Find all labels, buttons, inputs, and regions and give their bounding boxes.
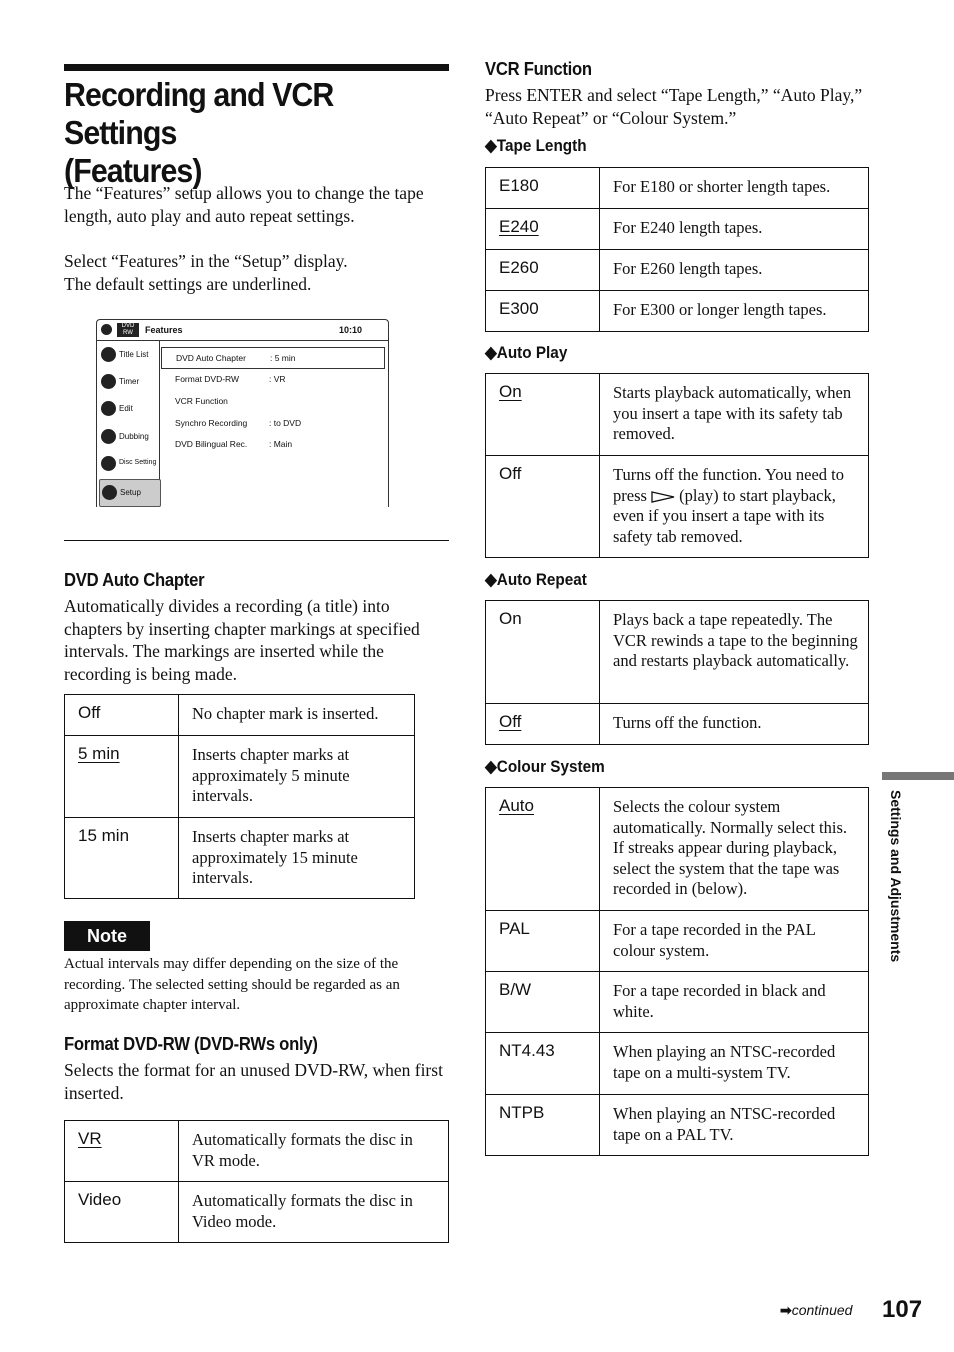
title-list-icon <box>101 347 116 362</box>
page-number: 107 <box>882 1296 923 1323</box>
auto-chapter-table <box>64 694 415 899</box>
option-desc: For E180 or shorter length tapes. <box>600 168 869 209</box>
select-line-1: Select “Features” in the “Setup” display. <box>64 251 348 271</box>
option-desc: No chapter mark is inserted. <box>179 695 415 736</box>
play-icon <box>651 491 675 503</box>
option-desc: For a tape recorded in black and white. <box>600 972 869 1033</box>
menu-item-disc-setting[interactable] <box>99 451 159 477</box>
row-label: VCR Function <box>175 396 228 406</box>
option-desc-part: (play) to start playback, even if you insert a tape with its safety tab removed. <box>613 485 836 546</box>
intro-text: The “Features” setup allows you to change the tape length, auto play and auto repeat settings. <box>64 183 424 226</box>
row-label: Format DVD-RW <box>175 374 240 384</box>
auto-repeat-heading: ◆Auto Repeat <box>485 570 587 589</box>
screen-row-vcr[interactable] <box>161 391 383 411</box>
screen-header <box>97 320 388 341</box>
menu-label: Disc Setting <box>119 459 157 466</box>
auto-play-heading: ◆Auto Play <box>485 343 568 362</box>
row-value: : to DVD <box>269 418 302 428</box>
table-row <box>486 1095 869 1156</box>
table-row <box>65 818 415 899</box>
option-key-default: Auto <box>499 796 534 815</box>
row-label: DVD Auto Chapter <box>176 353 246 363</box>
screen-row-synchro[interactable] <box>161 413 383 433</box>
table-row <box>65 695 415 736</box>
dubbing-icon <box>101 429 116 444</box>
title-line-1: Recording and VCR Settings <box>64 76 334 151</box>
continued-marker <box>780 1302 852 1319</box>
format-table <box>64 1120 449 1243</box>
screen-row-bilingual[interactable] <box>161 434 383 454</box>
screen-header-title: Features <box>145 325 183 335</box>
option-desc: Automatically formats the disc in VR mode. <box>179 1121 449 1182</box>
edit-icon <box>101 401 116 416</box>
disc-icon <box>101 324 112 335</box>
option-key: E300 <box>486 291 600 332</box>
row-value: : Main <box>269 439 293 449</box>
table-row <box>65 1121 449 1182</box>
option-key: E180 <box>486 168 600 209</box>
screen-row-auto-chapter[interactable] <box>161 347 385 369</box>
table-row <box>486 209 869 250</box>
option-key: 15 min <box>65 818 179 899</box>
option-desc: Turns off the function. <box>600 704 869 745</box>
table-row <box>486 250 869 291</box>
option-key: Off <box>65 695 179 736</box>
menu-label: Dubbing <box>119 432 149 441</box>
note-text: Actual intervals may differ depending on the size of the recording. The selected setting should be regarded as an approximate chapter interval. <box>64 956 400 1013</box>
table-row <box>486 291 869 332</box>
disc-badge: DVD RW <box>117 323 139 337</box>
option-desc: Inserts chapter marks at approximately 15 minute intervals. <box>179 818 415 899</box>
arrow-right-icon: ➡ <box>780 1302 792 1318</box>
table-row <box>486 168 869 209</box>
setup-icon <box>102 485 117 500</box>
option-desc: When playing an NTSC-recorded tape on a multi-system TV. <box>600 1033 869 1095</box>
colour-system-table <box>485 787 869 1156</box>
auto-play-table <box>485 373 869 558</box>
table-row <box>486 374 869 456</box>
section-tab-label <box>882 790 912 990</box>
menu-item-timer[interactable] <box>99 369 159 395</box>
table-row <box>486 788 869 911</box>
option-key: On <box>486 601 600 704</box>
auto-chapter-desc: Automatically divides a recording (a title) into chapters by inserting chapter markings at specified intervals. The markings are inserted while the recording is being made. <box>64 596 420 684</box>
option-desc: Plays back a tape repeatedly. The VCR rewinds a tape to the beginning and restarts playback automatically. <box>600 601 869 704</box>
auto-chapter-heading: DVD Auto Chapter <box>64 569 205 590</box>
option-key: PAL <box>486 911 600 972</box>
table-row <box>486 456 869 558</box>
title-line-2: (Features) <box>64 152 202 189</box>
table-row <box>486 972 869 1033</box>
option-key-default: Off <box>499 712 522 731</box>
table-row <box>65 1182 449 1243</box>
option-desc: Selects the colour system automatically. Normally select this. If streaks appear during playback, select the system that the tape was recorded in (below). <box>600 788 869 911</box>
table-row <box>486 911 869 972</box>
tape-length-table <box>485 167 869 332</box>
option-key: Video <box>65 1182 179 1243</box>
section-divider <box>64 540 449 541</box>
auto-repeat-table <box>485 600 869 745</box>
screen-time: 10:10 <box>339 325 363 335</box>
menu-item-dubbing[interactable] <box>99 424 159 450</box>
vcr-heading: VCR Function <box>485 58 592 79</box>
option-desc: For E240 length tapes. <box>600 209 869 250</box>
disc-setting-icon <box>101 456 116 471</box>
option-key: E260 <box>486 250 600 291</box>
title-rule <box>64 64 449 71</box>
section-tab-text: Settings and Adjustments <box>888 790 904 963</box>
menu-label: Setup <box>120 488 141 497</box>
option-desc: For E260 length tapes. <box>600 250 869 291</box>
row-value: : 5 min <box>270 353 296 363</box>
menu-item-title-list[interactable] <box>99 342 159 368</box>
option-key-default: E240 <box>499 217 539 236</box>
option-desc: Starts playback automatically, when you insert a tape with its safety tab removed. <box>600 374 869 456</box>
menu-label: Edit <box>119 404 133 413</box>
screen-row-format[interactable] <box>161 369 383 389</box>
note-label: Note <box>64 921 150 951</box>
option-desc: When playing an NTSC-recorded tape on a PAL TV. <box>600 1095 869 1156</box>
row-label: Synchro Recording <box>175 418 248 428</box>
screen-menu <box>97 340 160 506</box>
timer-icon <box>101 374 116 389</box>
select-line-2: The default settings are underlined. <box>64 273 312 294</box>
colour-system-heading: ◆Colour System <box>485 757 605 776</box>
option-desc: Automatically formats the disc in Video mode. <box>179 1182 449 1243</box>
menu-item-setup[interactable] <box>99 479 161 507</box>
menu-label: Title List <box>119 350 149 359</box>
vcr-desc: Press ENTER and select “Tape Length,” “Auto Play,” “Auto Repeat” or “Colour System.” <box>485 85 863 128</box>
option-key: NT4.43 <box>486 1033 600 1095</box>
option-desc-part: Turns off the function. You need to press <box>613 465 845 505</box>
option-key-default: On <box>499 382 522 401</box>
option-key-default: VR <box>78 1129 102 1148</box>
option-desc: For a tape recorded in the PAL colour system. <box>600 911 869 972</box>
option-key: NTPB <box>486 1095 600 1156</box>
features-screen <box>96 319 389 507</box>
option-desc <box>600 456 869 558</box>
section-tab-bar <box>882 772 954 780</box>
menu-item-edit[interactable] <box>99 396 159 422</box>
table-row <box>486 601 869 704</box>
row-value: : VR <box>269 374 286 384</box>
format-heading: Format DVD-RW (DVD-RWs only) <box>64 1033 318 1054</box>
option-desc: For E300 or longer length tapes. <box>600 291 869 332</box>
continued-text: continued <box>791 1302 853 1318</box>
page-title <box>64 76 432 190</box>
row-label: DVD Bilingual Rec. <box>175 439 248 449</box>
select-text <box>64 250 444 295</box>
option-key: Off <box>486 456 600 558</box>
format-desc: Selects the format for an unused DVD-RW, when first inserted. <box>64 1060 443 1103</box>
option-key-default: 5 min <box>78 744 120 763</box>
menu-label: Timer <box>119 377 140 386</box>
tape-length-heading: ◆Tape Length <box>485 136 587 155</box>
option-key: B/W <box>486 972 600 1033</box>
option-desc: Inserts chapter marks at approximately 5 minute intervals. <box>179 736 415 818</box>
table-row <box>486 1033 869 1095</box>
table-row <box>486 704 869 745</box>
table-row <box>65 736 415 818</box>
